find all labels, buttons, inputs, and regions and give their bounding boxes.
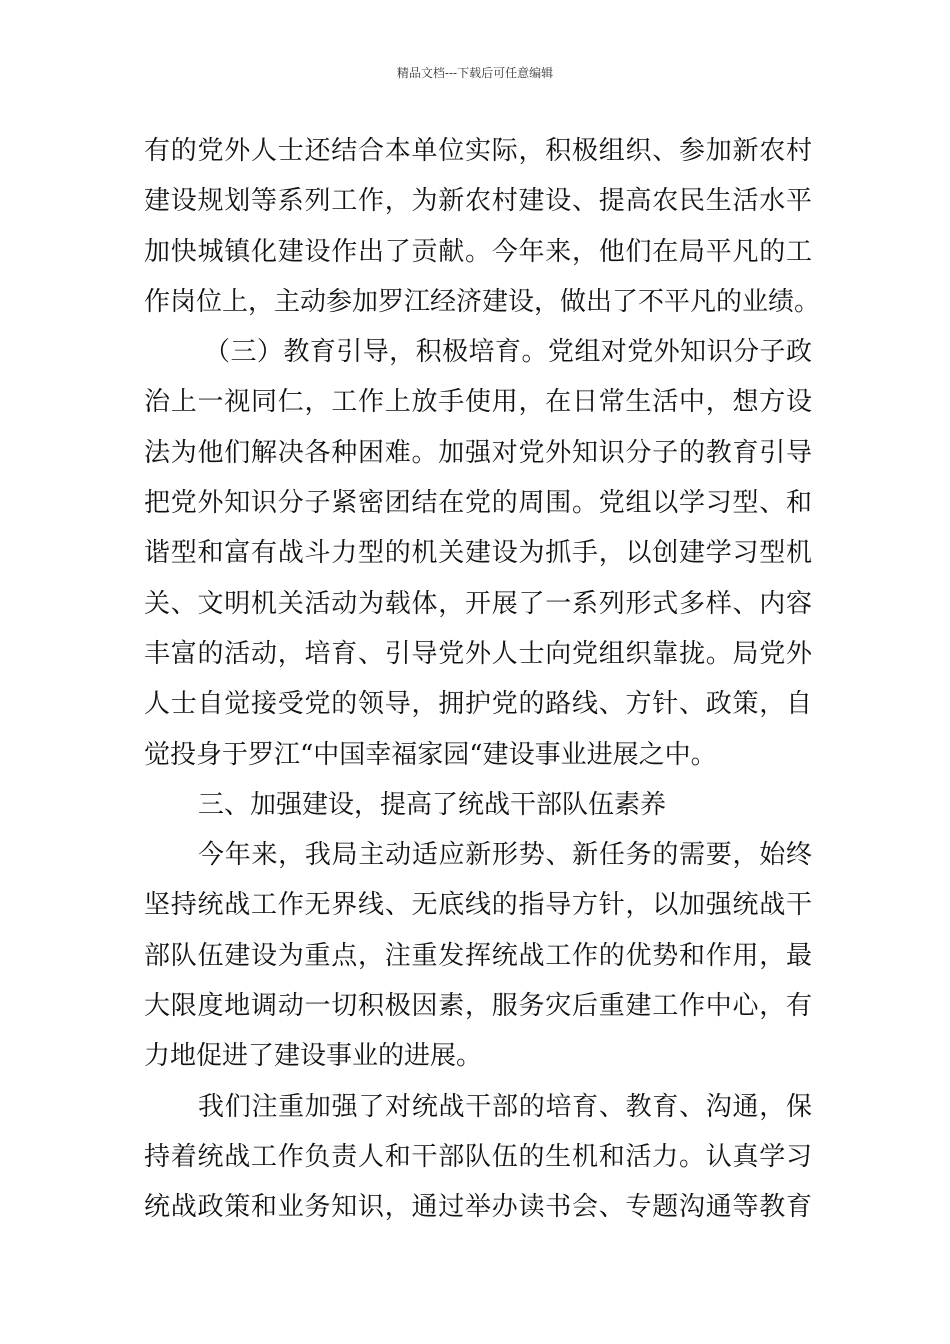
text-line: 部队伍建设为重点，注重发挥统战工作的优势和作用，最 xyxy=(144,940,812,971)
text-line: 治上一视同仁，工作上放手使用，在日常生活中，想方设 xyxy=(144,387,812,418)
text-line: 持着统战工作负责人和干部队伍的生机和活力。认真学习 xyxy=(144,1141,812,1172)
text-line: 坚持统战工作无界线、无底线的指导方针，以加强统战干 xyxy=(144,890,812,921)
text-line: 把党外知识分子紧密团结在党的周围。党组以学习型、和 xyxy=(144,488,812,519)
document-body xyxy=(144,126,821,1233)
page-header: 精品文档---下载后可任意编辑 xyxy=(396,66,554,80)
text-line: 谐型和富有战斗力型的机关建设为抓手，以创建学习型机 xyxy=(144,538,812,569)
text-line: 作岗位上，主动参加罗江经济建设，做出了不平凡的业绩。 xyxy=(144,286,821,317)
text-line: 大限度地调动一切积极因素，服务灾后重建工作中心，有 xyxy=(144,991,812,1022)
section-heading: 三、加强建设，提高了统战干部队伍素养 xyxy=(198,789,667,820)
paragraph-start-line: 我们注重加强了对统战干部的培育、教育、沟通，保 xyxy=(198,1091,812,1122)
text-line: 法为他们解决各种困难。加强对党外知识分子的教育引导 xyxy=(144,437,812,468)
text-line: 加快城镇化建设作出了贡献。今年来，他们在局平凡的工 xyxy=(144,236,812,267)
text-line: 力地促进了建设事业的进展。 xyxy=(144,1041,483,1072)
text-line: 觉投身于罗江“中国幸福家园“建设事业进展之中。 xyxy=(144,739,717,770)
text-line: 建设规划等系列工作，为新农村建设、提高农民生活水平 xyxy=(144,186,812,217)
section-heading-line: （三）教育引导，积极培育。党组对党外知识分子政 xyxy=(204,337,812,368)
text-line: 有的党外人士还结合本单位实际，积极组织、参加新农村 xyxy=(144,136,812,166)
text-line: 人士自觉接受党的领导，拥护党的路线、方针、政策，自 xyxy=(144,689,812,720)
text-line: 关、文明机关活动为载体，开展了一系列形式多样、内容 xyxy=(144,588,812,619)
text-line: 统战政策和业务知识，通过举办读书会、专题沟通等教育 xyxy=(144,1192,812,1223)
paragraph-start-line: 今年来，我局主动适应新形势、新任务的需要，始终 xyxy=(198,840,812,871)
text-line: 丰富的活动，培育、引导党外人士向党组织靠拢。局党外 xyxy=(144,638,812,669)
